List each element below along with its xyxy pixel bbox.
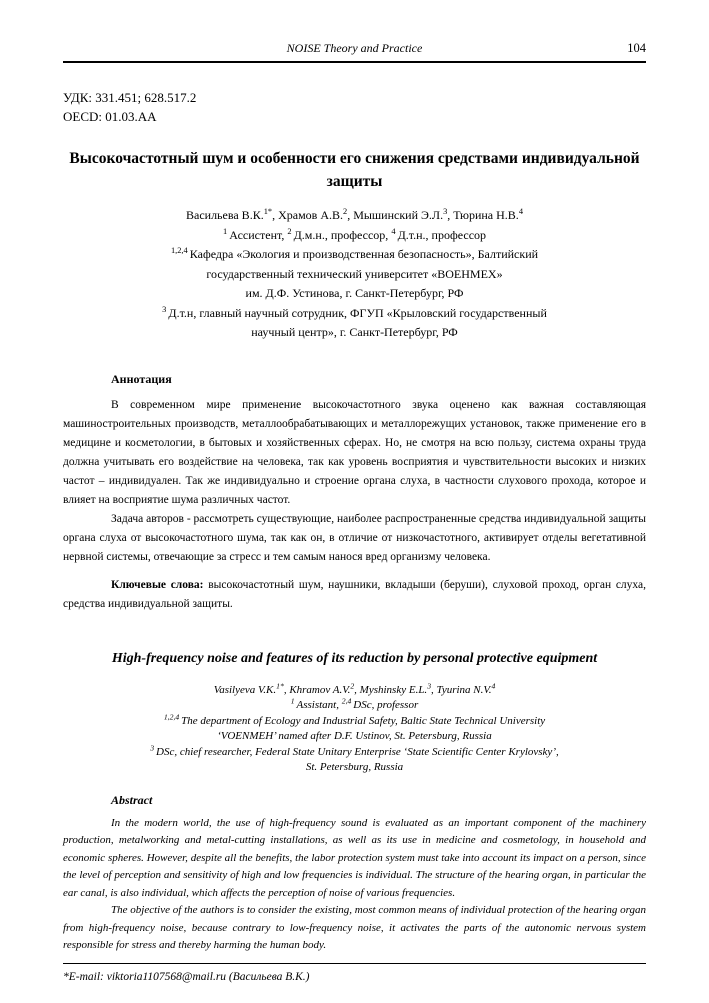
- text-segment: The department of Ecology and Industrial Safety, Baltic State Technical University: [181, 714, 546, 727]
- authors-block-ru: [63, 206, 646, 343]
- text-segment: Assistant,: [296, 699, 342, 711]
- text-segment: Д.т.н., профессор: [397, 227, 487, 242]
- text-segment: государственный технический университет «ВОЕНМЕХ»: [206, 266, 503, 281]
- superscript-marker: 2: [287, 226, 294, 236]
- superscript-marker: 2: [343, 207, 348, 216]
- text-segment: , Khramov A.V.: [283, 683, 351, 696]
- author-line: [63, 265, 646, 285]
- superscript-marker: 1*: [276, 680, 284, 690]
- superscript-marker: 4: [491, 680, 496, 690]
- superscript-marker: 1*: [263, 207, 273, 216]
- author-line: [63, 711, 646, 730]
- text-segment: , Myshinsky E.L.: [354, 683, 428, 696]
- text-segment: DSc, professor: [353, 699, 419, 711]
- text-segment: DSc, chief researcher, Federal State Unitary Enterprise ‘State Scientific Center Krylovsky’,: [156, 745, 559, 758]
- author-line: [63, 284, 646, 304]
- superscript-marker: 1: [222, 226, 230, 236]
- text-segment: , Храмов А.В.: [272, 208, 343, 222]
- text-segment: Д.м.н., профессор,: [293, 227, 392, 242]
- udk-code: УДК: 331.451; 628.517.2: [63, 90, 197, 105]
- annotation-paragraph: Задача авторов - рассмотреть существующие, наиболее распространенные средства индивидуальной защиты органа слуха от высокочастотного шума, так как он, в отличие от низкочастотного, активирует отделы вегетативной нервной системы, отвечающие за стресс и тем самым нанося вред организму человека.: [63, 512, 646, 563]
- keywords-paragraph: [63, 576, 646, 614]
- author-line: [63, 304, 646, 324]
- superscript-marker: 3: [150, 742, 157, 752]
- text-segment: Кафедра «Экология и производственная безопасность», Балтийский: [189, 247, 539, 261]
- superscript-marker: 1: [290, 696, 297, 706]
- author-line: [63, 698, 646, 714]
- superscript-marker: 2: [350, 680, 355, 690]
- text-segment: высокочастотный шум, наушники, вкладыши (беруши), слуховой проход, орган слуха, средства индивидуальной защиты.: [63, 578, 647, 610]
- author-line: [63, 323, 646, 343]
- superscript-marker: 1,2,4: [170, 246, 190, 255]
- superscript-marker: 4: [391, 226, 398, 236]
- abstract-paragraph: In the modern world, the use of high-frequency sound is evaluated as an important component of the machinery production, metalworking and metal-cutting installations, as well as its use in medicine and cosmetology, in household and economic spheres. However, despite all the benefits, the labor protection system must take into account its impact on a person, since the level of perception and sensitivity of high and low frequencies is individual. The structure of the hearing organ, in particular the ear canal, is also individual, which affects the perception of noise of various frequencies.: [63, 816, 646, 899]
- text-segment: ‘VOENMEH’ named after D.F. Ustinov, St. Petersburg, Russia: [217, 730, 492, 742]
- text-segment: , Тюрина Н.В.: [447, 208, 519, 222]
- text-segment: Д.т.н, главный научный сотрудник, ФГУП «Крыловский государственный: [168, 305, 547, 320]
- running-head: [63, 40, 646, 57]
- journal-title: NOISE Theory and Practice: [286, 41, 423, 55]
- author-line: [63, 206, 646, 226]
- footnote-area: [63, 963, 646, 983]
- oecd-code: OECD: 01.03.AA: [63, 109, 157, 124]
- text-segment: Vasilyeva V.K.: [213, 683, 277, 696]
- superscript-marker: 3: [162, 304, 169, 314]
- abstract-paragraph: The objective of the authors is to consider the existing, most common means of individual protection of the hearing organ from high-frequency noise, because contrary to low-frequency noise, it activates the parts of the autonomic nervous system responsible for stress and thereby harming the human body.: [63, 904, 646, 951]
- text-segment: Ассистент,: [229, 227, 288, 242]
- text-segment: St. Petersburg, Russia: [305, 761, 404, 773]
- superscript-marker: 2,4: [341, 696, 354, 706]
- footnote-rule: [63, 963, 646, 964]
- superscript-marker: 1,2,4: [163, 711, 182, 721]
- authors-block-en: [63, 680, 646, 776]
- superscript-marker: 3: [427, 680, 432, 690]
- text-segment: им. Д.Ф. Устинова, г. Санкт-Петербург, РФ: [245, 286, 464, 300]
- annotation-paragraph: В современном мире применение высокочастотного звука оценено как важная составляющая машиностроительных производств, металлообрабатывающих и металлорежущих установок, также применение его в медицине и косметологии, в бытовых и хозяйственных сферах. Но, не смотря на всю пользу, система охраны труда должна учитывать его воздействие на человека, так как уровень восприятия и чувствительности высоких и низких частот – индивидуален. Так же индивидуально и строение органа слуха, в частности слухового прохода, которое и влияет на восприятие шума различных частот.: [63, 398, 646, 506]
- author-line: [63, 680, 646, 699]
- email-footnote: *E-mail: viktoria1107568@mail.ru (Васильева В.К.): [63, 971, 310, 983]
- author-line: [63, 742, 646, 761]
- article-codes: [63, 88, 646, 126]
- annotation-heading: Аннотация: [111, 371, 172, 386]
- text-segment: Ключевые слова:: [111, 578, 204, 591]
- page-header: [63, 40, 646, 63]
- article-title-en: High-frequency noise and features of its reduction by personal protective equipment: [111, 650, 598, 666]
- text-segment: Васильева В.К.: [185, 208, 264, 222]
- author-line: [63, 226, 646, 246]
- header-rule: [63, 61, 646, 63]
- page-number: 104: [627, 41, 646, 55]
- superscript-marker: 4: [518, 207, 523, 216]
- text-segment: , Мышинский Э.Л.: [347, 208, 444, 222]
- author-line: [63, 760, 646, 776]
- article-title-ru: Высокочастотный шум и особенности его снижения средствами индивидуальной защиты: [69, 150, 640, 190]
- text-segment: научный центр», г. Санкт-Петербург, РФ: [251, 325, 458, 339]
- text-segment: , Tyurina N.V.: [431, 683, 492, 696]
- abstract-heading: Abstract: [111, 792, 153, 807]
- superscript-marker: 3: [443, 207, 448, 216]
- author-line: [63, 245, 646, 265]
